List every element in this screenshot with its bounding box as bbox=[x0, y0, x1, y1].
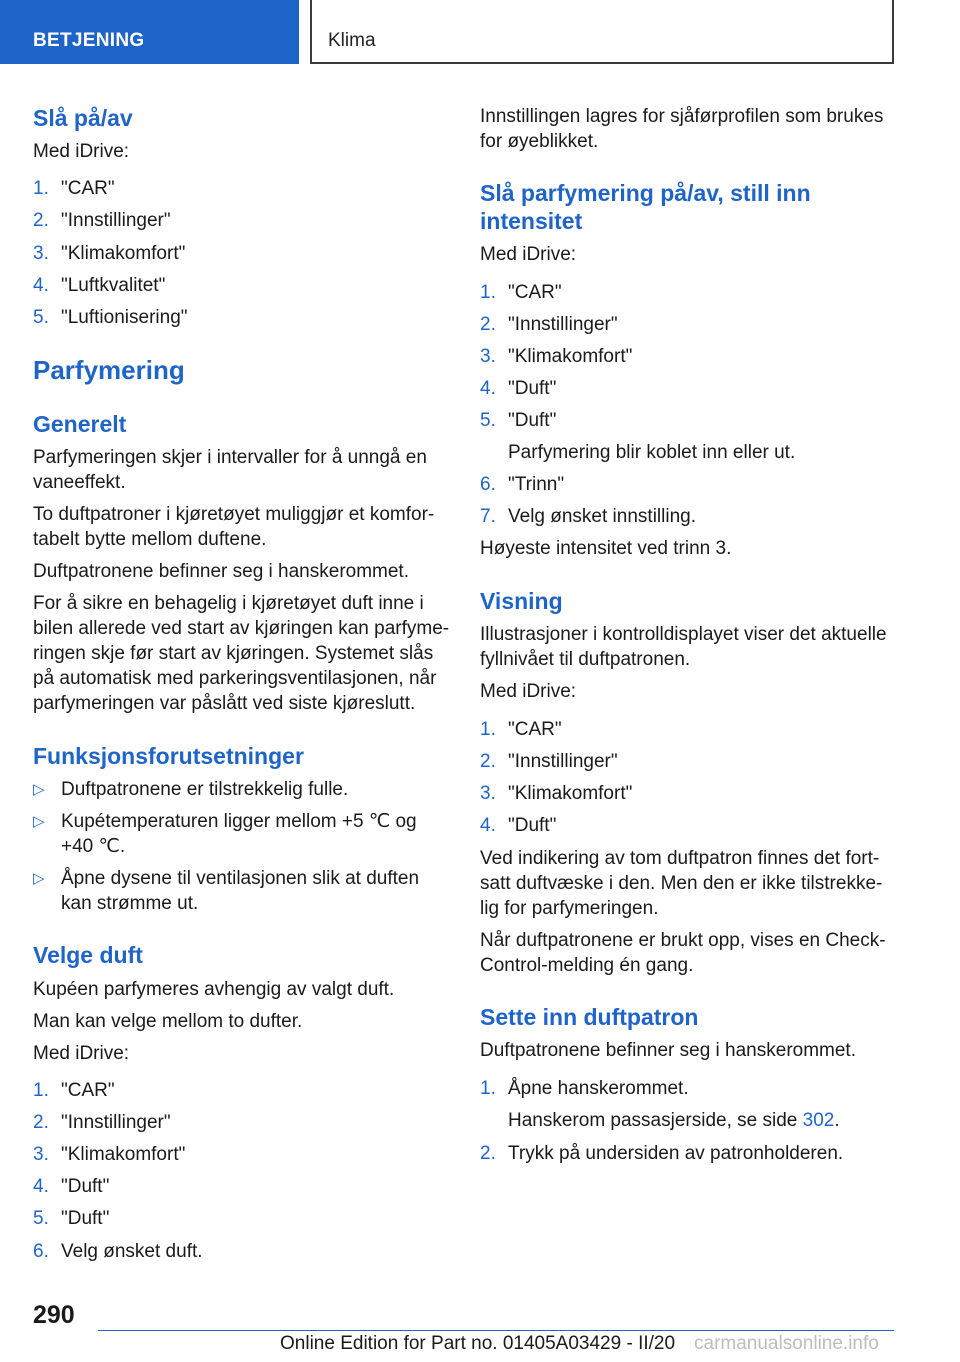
scent-heading: Velge duft bbox=[33, 942, 143, 968]
display-paragraph-2: Ved indikering av tom duftpatron finnes det fort- satt duftvæske i den. Men den er ikke tilstrekke- lig for parfymeringen. bbox=[480, 848, 883, 919]
intensity-max: Høyeste intensitet ved trinn 3. bbox=[480, 538, 732, 559]
display-paragraph-3: Når duftpatronene er brukt opp, vises en Check- Control-melding én gang. bbox=[480, 930, 886, 976]
requirements-heading: Funksjonsforutsetninger bbox=[33, 743, 304, 769]
watermark: carmanualsonline.info bbox=[694, 1333, 879, 1354]
intensity-intro: Med iDrive: bbox=[480, 244, 577, 265]
footer-divider bbox=[98, 1330, 894, 1331]
display-heading: Visning bbox=[480, 588, 563, 614]
scent-paragraph-2: Man kan velge mellom to dufter. bbox=[33, 1011, 303, 1032]
triangle-bullet-icon: ▷ bbox=[33, 781, 45, 798]
page-number: 290 bbox=[33, 1301, 75, 1329]
general-paragraph-3: Duftpatronene befinner seg i hanskerommet. bbox=[33, 561, 409, 582]
on-off-intro: Med iDrive: bbox=[33, 141, 130, 162]
display-intro: Med iDrive: bbox=[480, 681, 577, 702]
intensity-heading: Slå parfymering på/av, still inn intensitet bbox=[480, 180, 811, 234]
general-paragraph-1: Parfymeringen skjer i intervaller for å unngå en vaneeffekt. bbox=[33, 447, 427, 493]
scent-intro: Med iDrive: bbox=[33, 1043, 130, 1064]
topic-tab bbox=[310, 0, 894, 64]
edition-text: Online Edition for Part no. 01405A03429 - II/20 bbox=[280, 1333, 676, 1354]
scent-paragraph-1: Kupéen parfymeres avhengig av valgt duft. bbox=[33, 979, 395, 1000]
general-paragraph-2: To duftpatroner i kjøretøyet muliggjør et komfor- tabelt bytte mellom duftene. bbox=[33, 504, 435, 550]
display-paragraph-1: Illustrasjoner i kontrolldisplayet viser det aktuelle fyllnivået til duftpatronen. bbox=[480, 624, 887, 670]
general-heading: Generelt bbox=[33, 411, 127, 437]
saved-paragraph: Innstillingen lagres for sjåførprofilen som brukes for øyeblikket. bbox=[480, 106, 884, 152]
topic-label: Klima bbox=[328, 30, 376, 51]
page-reference-link[interactable]: 302 bbox=[802, 1110, 835, 1131]
triangle-bullet-icon: ▷ bbox=[33, 813, 45, 830]
section-tab bbox=[0, 0, 299, 64]
insert-heading: Sette inn duftpatron bbox=[480, 1004, 699, 1030]
triangle-bullet-icon: ▷ bbox=[33, 870, 45, 887]
parfymering-heading: Parfymering bbox=[33, 355, 185, 385]
on-off-heading: Slå på/av bbox=[33, 105, 133, 131]
general-paragraph-4: For å sikre en behagelig i kjøretøyet duft inne i bilen allerede ved start av kjøringen kan parfyme- ringen skje før start av kjøringen. Systemet slås på automatisk med parkeringsventilasjonen, når parfymeringen var påslått ved siste kjøreslutt. bbox=[33, 593, 450, 714]
section-label: BETJENING bbox=[33, 30, 145, 51]
insert-paragraph: Duftpatronene befinner seg i hanskerommet. bbox=[480, 1040, 856, 1061]
